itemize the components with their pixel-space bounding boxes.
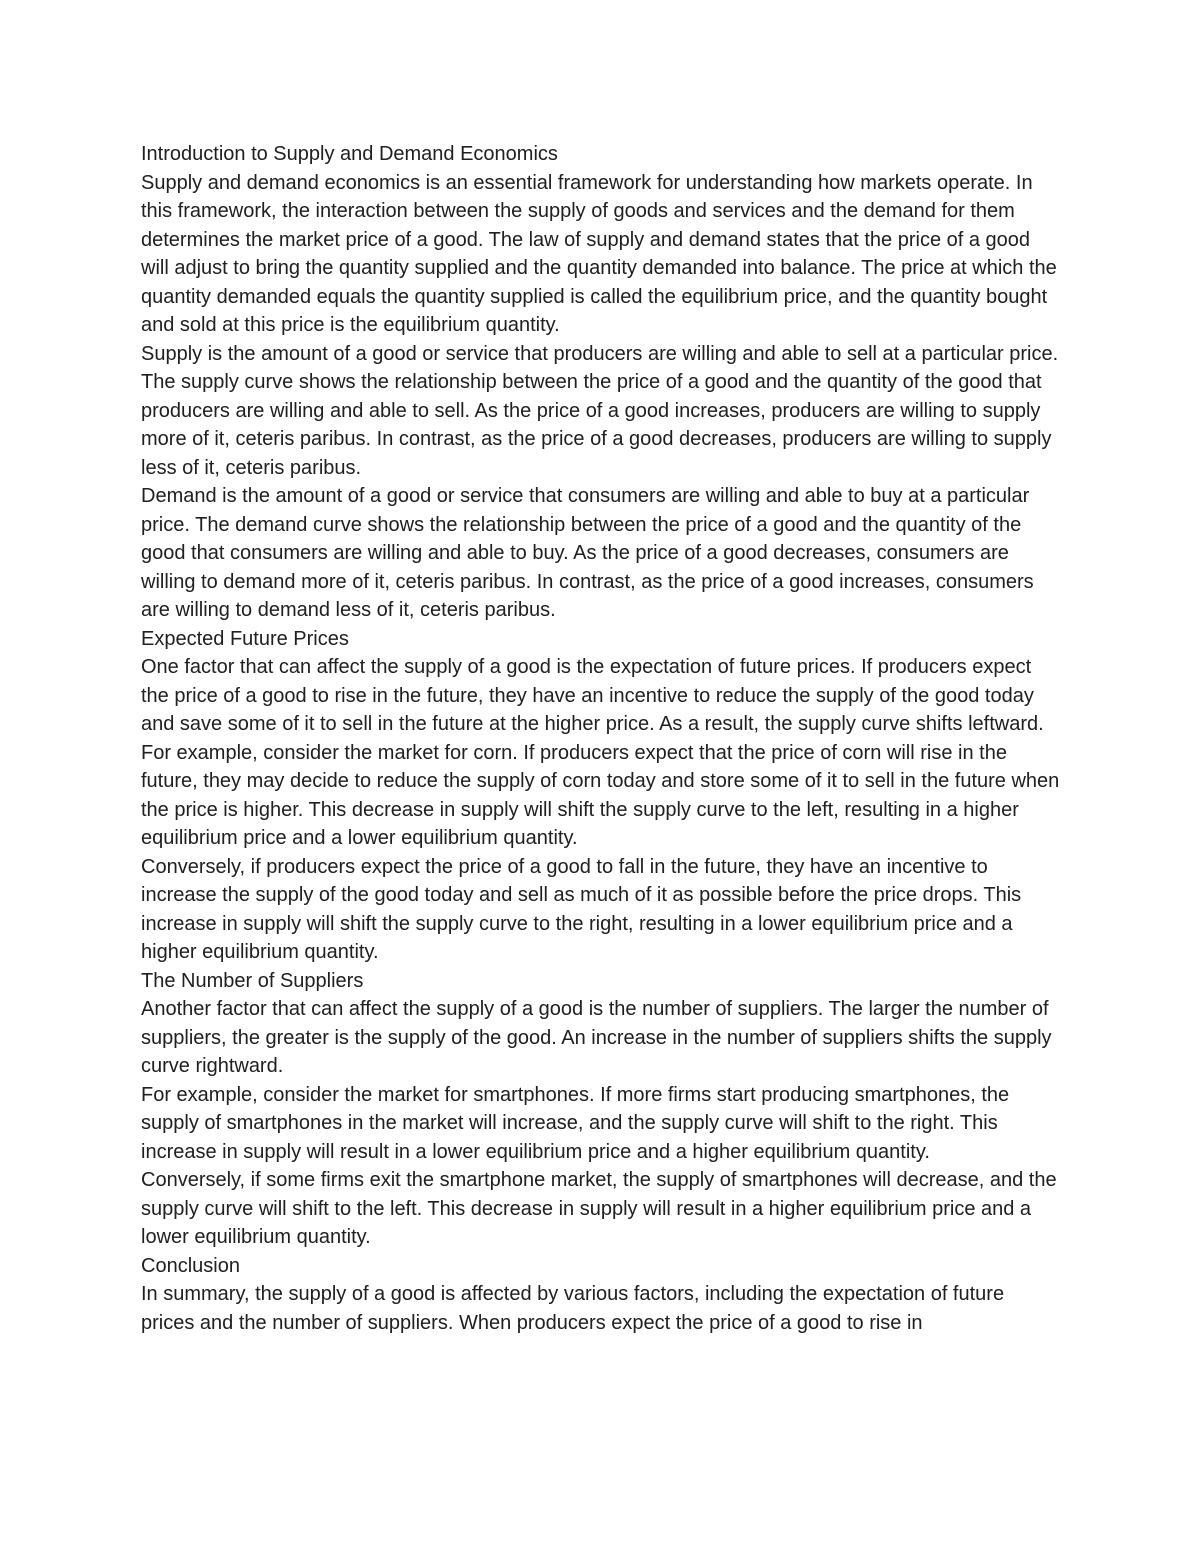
paragraph-demand-definition: Demand is the amount of a good or service that consumers are willing and able to buy at a particular price. The demand curve shows the relationship between the price of a good and the quantity of the good that consumers are willing and able to buy. As the price of a good decreases, consumers are willing to demand more of it, ceteris paribus. In contrast, as the price of a good increases, consumers are willing to demand less of it, ceteris paribus.	[141, 485, 1034, 621]
paragraph-conclusion: In summary, the supply of a good is affected by various factors, including the expectation of future prices and the number of suppliers. When producers expect the price of a good to rise in	[141, 1283, 1005, 1334]
document-body	[141, 140, 1061, 1337]
heading-expected-future-prices: Expected Future Prices	[141, 627, 349, 650]
paragraph-number-of-suppliers: Another factor that can affect the supply of a good is the number of suppliers. The larger the number of suppliers, the greater is the supply of the good. An increase in the number of suppliers shifts the supply curve rightward.	[141, 998, 1052, 1077]
heading-conclusion: Conclusion	[141, 1254, 240, 1277]
heading-introduction: Introduction to Supply and Demand Economics	[141, 143, 558, 165]
paragraph-corn-example: For example, consider the market for corn. If producers expect that the price of corn will rise in the future, they may decide to reduce the supply of corn today and store some of it to sell in the future when the price is higher. This decrease in supply will shift the supply curve to the left, resulting in a higher equilibrium price and a lower equilibrium quantity.	[141, 741, 1060, 849]
paragraph-future-prices: One factor that can affect the supply of a good is the expectation of future prices. If producers expect the price of a good to rise in the future, they have an incentive to reduce the supply of the good today and save some of it to sell in the future at the higher price. As a result, the supply curve shifts leftward.	[141, 656, 1044, 735]
paragraph-smartphone-example: For example, consider the market for smartphones. If more firms start producing smartphones, the supply of smartphones in the market will increase, and the supply curve will shift to the right. This increase in supply will result in a lower equilibrium price and a higher equilibrium quantity.	[141, 1083, 1010, 1163]
heading-number-of-suppliers: The Number of Suppliers	[141, 969, 364, 992]
paragraph-smartphone-exit: Conversely, if some firms exit the smartphone market, the supply of smartphones will decrease, and the supply curve will shift to the left. This decrease in supply will result in a higher equilibrium price and a lower equilibrium quantity.	[141, 1169, 1057, 1248]
paragraph-intro: Supply and demand economics is an essential framework for understanding how markets operate. In this framework, the interaction between the supply of goods and services and the demand for them determines the market price of a good. The law of supply and demand states that the price of a good will adjust to bring the quantity supplied and the quantity demanded into balance. The price at which the quantity demanded equals the quantity supplied is called the equilibrium price, and the quantity bought and sold at this price is the equilibrium quantity.	[141, 171, 1057, 336]
paragraph-price-fall: Conversely, if producers expect the price of a good to fall in the future, they have an incentive to increase the supply of the good today and sell as much of it as possible before the price drops. This increase in supply will shift the supply curve to the right, resulting in a lower equilibrium price and a higher equilibrium quantity.	[141, 855, 1022, 963]
paragraph-supply-definition: Supply is the amount of a good or service that producers are willing and able to sell at a particular price. The supply curve shows the relationship between the price of a good and the quantity of the good that producers are willing and able to sell. As the price of a good increases, producers are willing to supply more of it, ceteris paribus. In contrast, as the price of a good decreases, producers are willing to supply less of it, ceteris paribus.	[141, 342, 1059, 479]
